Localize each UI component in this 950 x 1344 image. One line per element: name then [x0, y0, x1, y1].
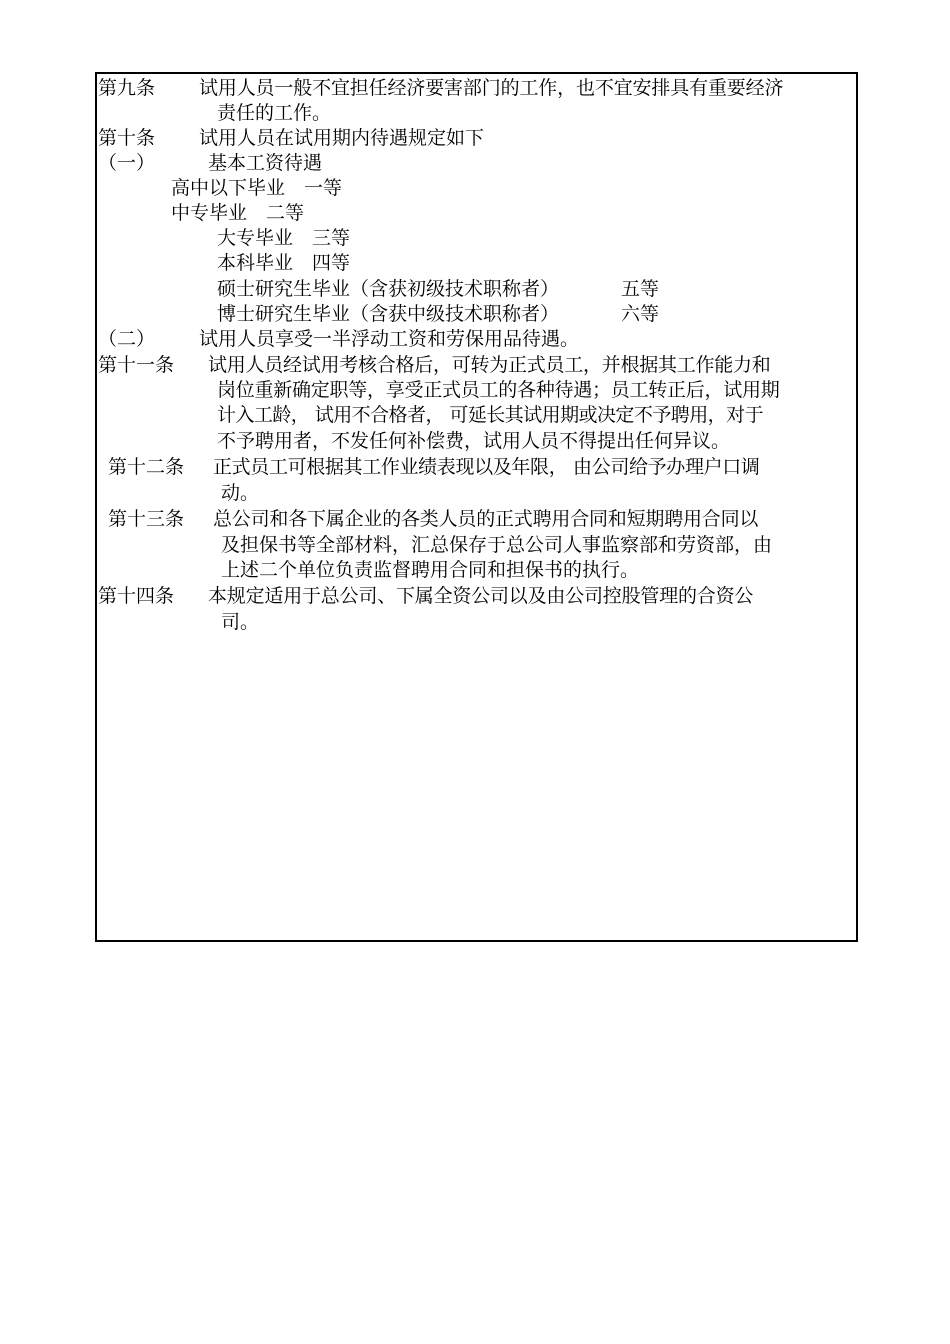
item-2-text: 试用人员享受一半浮动工资和劳保用品待遇。 [199, 328, 580, 350]
item-1-title: 基本工资待遇 [208, 152, 323, 174]
article-13-label: 第十三条 [108, 508, 185, 530]
grade-doctor: 博士研究生毕业（含获中级技术职称者） [217, 303, 560, 325]
article-14-text-line-2: 司。 [221, 611, 260, 633]
article-11-text-line-3: 计入工龄， 试用不合格者， 可延长其试用期或决定不予聘用，对于 [217, 404, 764, 426]
article-14-label: 第十四条 [98, 585, 175, 607]
article-11-label: 第十一条 [98, 354, 175, 376]
grade-doctor-level: 六等 [621, 303, 660, 325]
article-11-text-line-4: 不予聘用者，不发任何补偿费，试用人员不得提出任何异议。 [217, 430, 731, 452]
grade-master-level: 五等 [621, 278, 660, 300]
article-12-text-line-1: 正式员工可根据其工作业绩表现以及年限， 由公司给予办理户口调 [213, 456, 760, 478]
article-10-label: 第十条 [98, 127, 156, 149]
grade-junior-college: 大专毕业 三等 [217, 227, 351, 249]
article-11-text-line-1: 试用人员经试用考核合格后，可转为正式员工，并根据其工作能力和 [208, 354, 771, 376]
grade-technical-school: 中专毕业 二等 [171, 202, 305, 224]
grade-bachelor: 本科毕业 四等 [217, 252, 351, 274]
article-10-text: 试用人员在试用期内待遇规定如下 [199, 127, 485, 149]
article-12-text-line-2: 动。 [221, 482, 260, 504]
article-13-text-line-2: 及担保书等全部材料，汇总保存于总公司人事监察部和劳资部，由 [221, 534, 773, 556]
grade-high-school: 高中以下毕业 一等 [171, 177, 343, 199]
item-1-label: （一） [98, 152, 156, 174]
article-13-text-line-3: 上述二个单位负责监督聘用合同和担保书的执行。 [221, 559, 640, 581]
article-14-text-line-1: 本规定适用于总公司、下属全资公司以及由公司控股管理的合资公 [208, 585, 754, 607]
grade-master: 硕士研究生毕业（含获初级技术职称者） [217, 278, 560, 300]
article-13-text-line-1: 总公司和各下属企业的各类人员的正式聘用合同和短期聘用合同以 [213, 508, 759, 530]
article-9-text-line-2: 责任的工作。 [217, 102, 332, 124]
item-2-label: （二） [98, 328, 156, 350]
article-9-label: 第九条 [98, 77, 156, 99]
article-9-text-line-1: 试用人员一般不宜担任经济要害部门的工作，也不宜安排具有重要经济 [199, 77, 784, 99]
article-12-label: 第十二条 [108, 456, 185, 478]
article-11-text-line-2: 岗位重新确定职等，享受正式员工的各种待遇；员工转正后，试用期 [217, 379, 780, 401]
